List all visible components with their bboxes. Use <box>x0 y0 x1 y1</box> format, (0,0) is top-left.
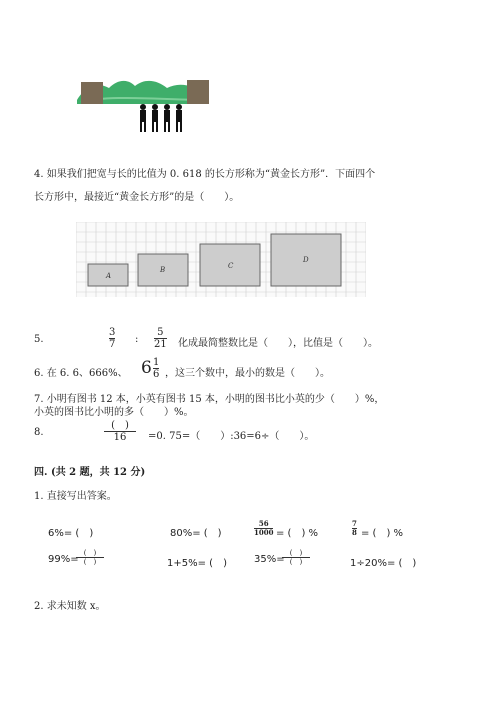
fraction-denominator: 1000 <box>254 528 274 537</box>
q5-fraction-1-numerator: 3 <box>109 327 116 338</box>
calc-1-div-20-percent: 1÷20%= ( ) <box>350 558 417 569</box>
question-8-text: =0. 75=（ ）:36=6÷（ ）。 <box>148 431 315 442</box>
calc-7-over-8-answer: = ( ) % <box>361 528 404 539</box>
rectangle-b-label: B <box>160 266 166 274</box>
q8-fraction-denominator: 16 <box>113 432 127 443</box>
q5-fraction-2-denominator: 21 <box>154 339 167 350</box>
calc-56-over-1000-fraction <box>254 520 273 537</box>
q8-fraction <box>104 420 136 443</box>
section-4-question-2-title: 2. 求未知数 x。 <box>34 601 106 612</box>
q5-colon: : <box>135 334 139 345</box>
fraction-numerator: 7 <box>352 519 357 528</box>
calc-6-percent: 6%= ( ) <box>48 528 94 539</box>
calc-56-over-1000-answer: = ( ) % <box>276 528 319 539</box>
q5-fraction-2 <box>154 327 167 350</box>
section-4-question-1-title: 1. 直接写出答案。 <box>34 491 117 502</box>
q5-fraction-1-denominator: 7 <box>109 339 116 350</box>
fraction-denominator: ( ) <box>289 558 303 566</box>
calc-99-percent-answer-fraction <box>76 549 104 566</box>
fraction-numerator: 56 <box>258 519 269 528</box>
q6-mixed-fraction <box>153 357 159 380</box>
section-4-title: 四. (共 2 题，共 12 分) <box>34 467 146 478</box>
q6-fraction-numerator: 1 <box>153 357 160 368</box>
question-6-suffix: ，这三个数中，最小的数是（ ）。 <box>165 368 330 379</box>
question-4-line-2: 长方形中，最接近“黄金长方形”的是（ ）。 <box>34 192 240 203</box>
calc-35-percent-answer-fraction <box>282 549 310 566</box>
fraction-numerator: ( ) <box>83 549 97 557</box>
rectangle-grid-figure <box>76 222 366 297</box>
q8-fraction-numerator: ( ) <box>111 420 129 431</box>
fraction-denominator: ( ) <box>83 558 97 566</box>
calc-80-percent: 80%= ( ) <box>170 528 222 539</box>
q5-fraction-2-numerator: 5 <box>157 327 164 338</box>
rectangle-c-label: C <box>228 262 234 270</box>
calc-7-over-8-fraction <box>352 520 357 537</box>
calc-35-percent: 35%= <box>254 554 285 565</box>
question-5-number: 5. <box>34 334 44 345</box>
fraction-denominator: 8 <box>352 528 357 537</box>
q5-fraction-1 <box>109 327 115 350</box>
rectangle-d-label: D <box>303 256 309 264</box>
fraction-numerator: ( ) <box>289 549 303 557</box>
question-5-text: 化成最简整数比是（ ），比值是（ ）。 <box>178 338 378 349</box>
question-4-line-1: 4. 如果我们把宽与长的比值为 0. 618 的长方形称为“黄金长方形”．下面四个 <box>34 169 376 180</box>
q6-mixed-whole: 6 <box>141 358 152 378</box>
rectangle-a-label: A <box>106 272 112 280</box>
question-8-number: 8. <box>34 427 44 438</box>
question-7-line-2: 小英的图书比小明的多（ ）%。 <box>34 407 194 418</box>
calc-1-plus-5-percent: 1+5%= ( ) <box>167 558 227 569</box>
q6-fraction-denominator: 6 <box>153 369 160 380</box>
calc-99-percent: 99%= <box>48 554 79 565</box>
question-7-line-1: 7. 小明有图书 12 本，小英有图书 15 本，小明的图书比小英的少（ ）%， <box>34 394 385 405</box>
question-6-prefix: 6. 在 6. 6、666%、 <box>34 368 128 379</box>
tree-landscape-illustration <box>75 74 220 140</box>
